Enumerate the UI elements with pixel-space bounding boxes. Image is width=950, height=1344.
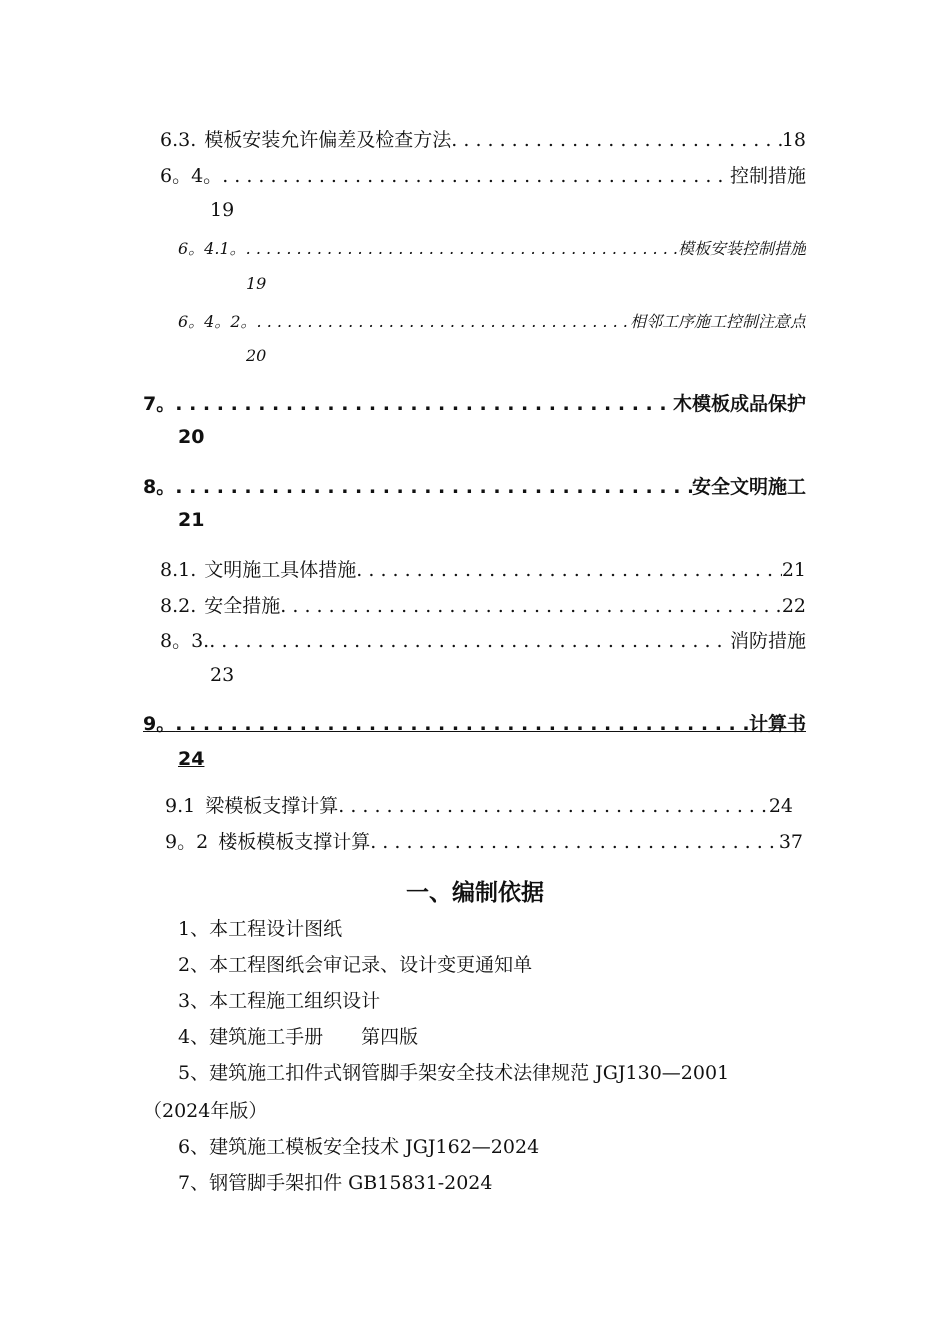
toc-number: 8.1. [160, 559, 197, 581]
toc-page: 22 [781, 595, 806, 617]
toc-leader [175, 713, 749, 735]
toc-number: 6.3. [160, 129, 197, 151]
toc-title: 计算书 [748, 713, 806, 735]
toc-title: 安全文明施工 [691, 476, 806, 498]
toc-number: 8。3. [160, 630, 210, 652]
toc-leader [222, 165, 730, 187]
toc-leader [356, 559, 782, 581]
toc-leader [257, 312, 630, 331]
toc-leader [246, 239, 678, 258]
toc-number: 6。4。 [160, 165, 223, 187]
toc-leader [209, 630, 730, 652]
toc-page: 23 [210, 664, 235, 686]
toc-title: 梁模板支撑计算 [205, 795, 339, 817]
toc-title: 楼板模板支撑计算 [218, 831, 371, 853]
toc-leader [451, 129, 782, 151]
toc-page: 20 [246, 346, 267, 365]
toc-leader [175, 393, 673, 415]
basis-item: 4、建筑施工手册 第四版 [178, 1026, 419, 1048]
toc-title: 模板安装允许偏差及检查方法 [204, 129, 452, 151]
toc-leader [175, 476, 692, 498]
toc-title: 木模板成品保护 [672, 393, 806, 415]
toc-number: 8。 [143, 476, 176, 498]
toc-entry-link[interactable] [143, 709, 806, 736]
toc-page: 21 [781, 559, 806, 581]
toc-entry[interactable] [143, 472, 806, 499]
toc-page-link[interactable]: 24 [178, 748, 205, 770]
toc-entry[interactable] [178, 309, 806, 332]
basis-item: 5、建筑施工扣件式钢管脚手架安全技术法律规范 JGJ130—2001 [178, 1062, 730, 1084]
toc-title: 文明施工具体措施 [204, 559, 357, 581]
toc-leader [338, 795, 769, 817]
basis-item-continuation: （2024年版） [143, 1100, 268, 1122]
toc-leader [370, 831, 779, 853]
toc-title: 模板安装控制措施 [677, 239, 806, 258]
toc-title: 控制措施 [729, 165, 806, 187]
toc-page: 19 [246, 274, 267, 293]
toc-number: 6。4.1。 [178, 239, 246, 258]
toc-page: 19 [210, 199, 235, 221]
basis-item: 7、钢管脚手架扣件 GB15831-2024 [178, 1172, 493, 1194]
section-heading: 一、编制依据 [406, 880, 544, 906]
toc-number: 9。2 [165, 831, 209, 853]
toc-entry[interactable] [165, 791, 793, 818]
toc-number: 9。 [143, 713, 176, 735]
toc-entry[interactable] [160, 125, 806, 152]
toc-page: 24 [768, 795, 793, 817]
toc-entry[interactable] [178, 236, 806, 259]
toc-page: 20 [178, 426, 205, 448]
toc-title: 相邻工序施工控制注意点 [629, 312, 806, 331]
basis-item: 2、本工程图纸会审记录、设计变更通知单 [178, 954, 533, 976]
toc-number: 7。 [143, 393, 176, 415]
toc-number: 9.1 [165, 795, 196, 817]
toc-entry[interactable] [165, 827, 803, 854]
toc-number: 8.2. [160, 595, 197, 617]
toc-entry[interactable] [143, 389, 806, 416]
toc-entry[interactable] [160, 626, 806, 653]
toc-title: 消防措施 [729, 630, 806, 652]
toc-entry[interactable] [160, 555, 806, 582]
basis-item: 1、本工程设计图纸 [178, 918, 343, 940]
toc-page: 37 [778, 831, 803, 853]
toc-leader [280, 595, 782, 617]
basis-item: 3、本工程施工组织设计 [178, 990, 381, 1012]
toc-entry[interactable] [160, 591, 806, 618]
toc-page: 21 [178, 509, 205, 531]
toc-entry[interactable] [160, 161, 806, 188]
toc-title: 安全措施 [204, 595, 281, 617]
basis-item: 6、建筑施工模板安全技术 JGJ162—2024 [178, 1136, 540, 1158]
toc-number: 6。4。2。 [178, 312, 257, 331]
toc-page: 18 [781, 129, 806, 151]
